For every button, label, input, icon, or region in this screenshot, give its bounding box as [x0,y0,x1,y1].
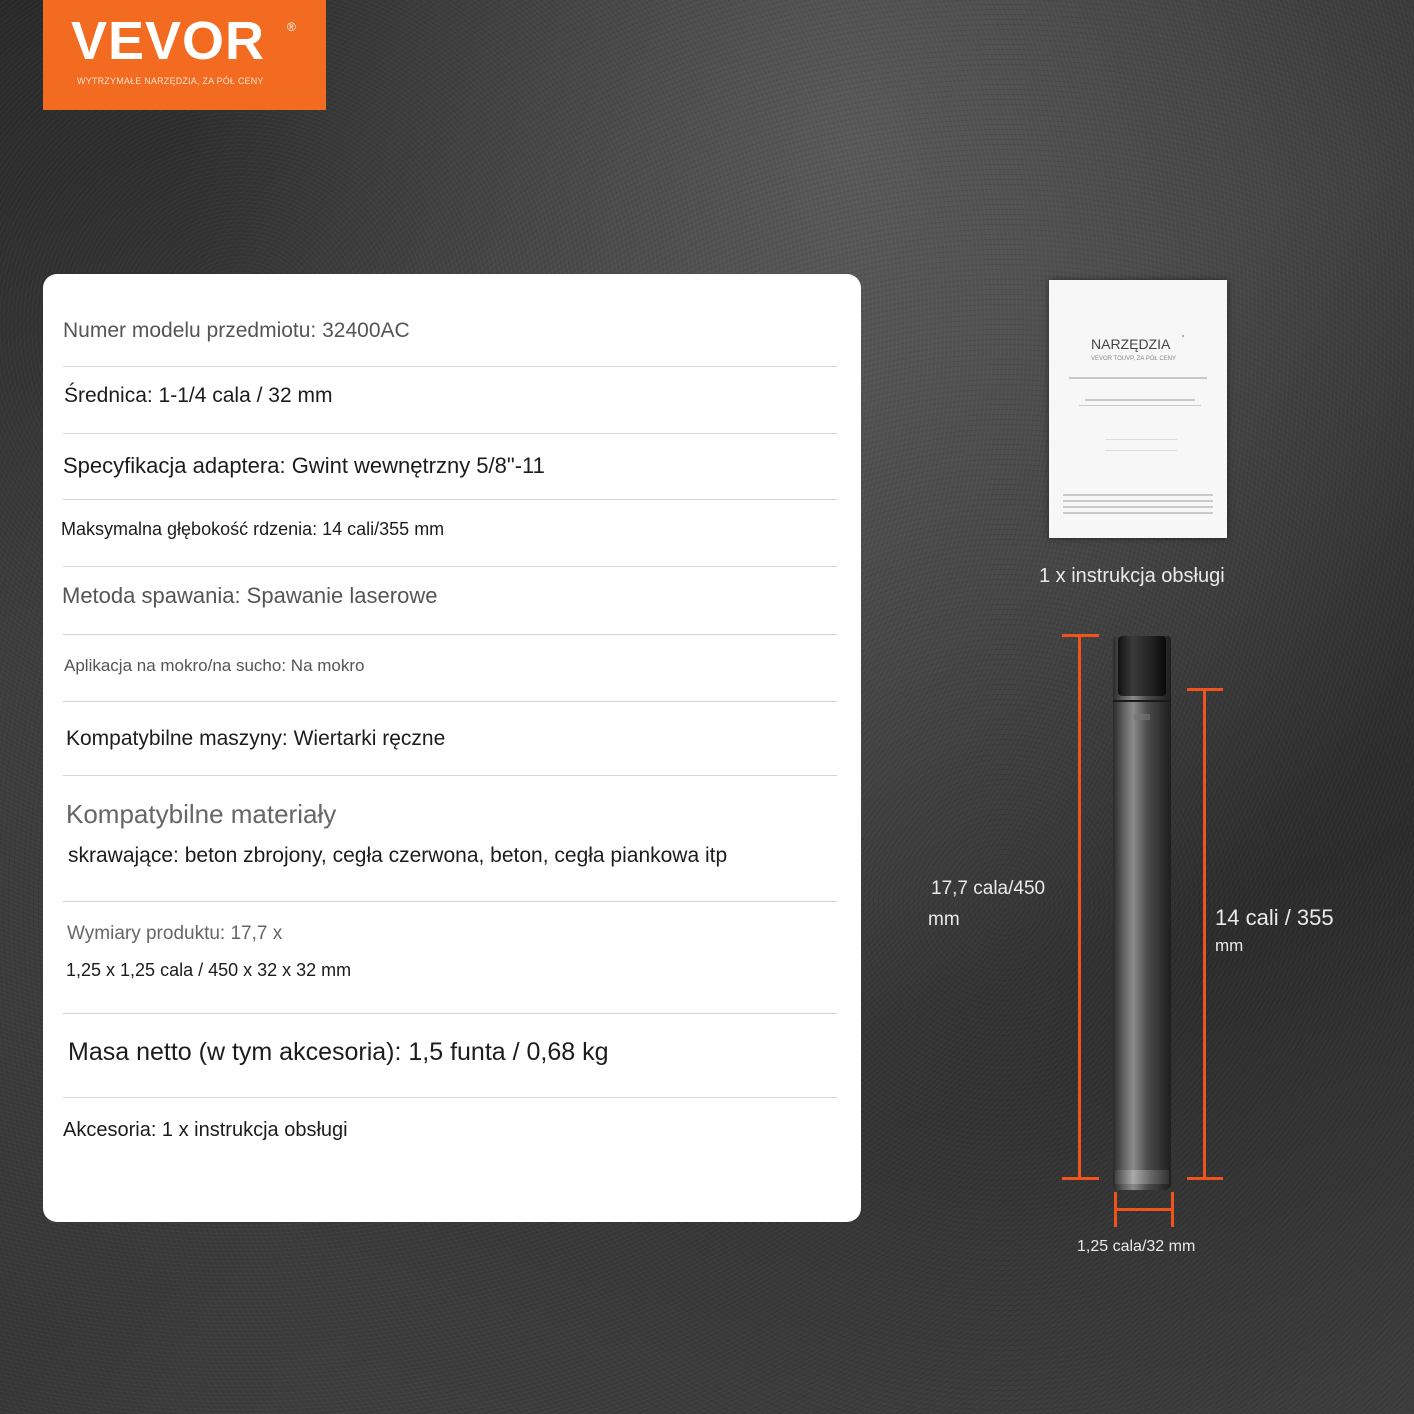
manual-text-line [1069,377,1207,379]
manual-text-line [1063,506,1213,508]
spec-materials-title: Kompatybilne materiały [66,799,337,829]
spec-row-application [63,634,837,702]
manual-subtitle: VEVOR TOUVP, ZA PÓŁ CENY [1091,356,1177,362]
diameter-line [1114,1208,1174,1211]
spec-row-diameter [63,366,837,434]
vevor-logo [43,0,326,110]
spec-accessories: Akcesoria: 1 x instrukcja obsługi [63,1119,348,1141]
logo-tagline: WYTRZYMAŁE NARZĘDZIA, ZA PÓŁ CENY [77,76,264,86]
spec-diameter: Średnica: 1-1/4 cala / 32 mm [64,384,333,407]
spec-dimensions-title: Wymiary produktu: 17,7 x [67,923,283,944]
spec-card [43,274,861,1222]
manual-text-line [1079,405,1201,406]
total-length-label-line2: mm [928,909,960,930]
drill-label [1134,714,1150,720]
manual-title: NARZĘDZIA [1091,336,1171,352]
depth-line [1203,688,1206,1179]
manual-text-line [1063,500,1213,502]
spec-row-materials [63,775,837,902]
spec-model: Numer modelu przedmiotu: 32400AC [63,319,410,342]
manual-text-line [1085,399,1195,401]
spec-row-model [63,274,837,367]
length-line-bottom-cap [1062,1177,1099,1180]
spec-application: Aplikacja na mokro/na sucho: Na mokro [64,656,365,675]
length-line [1078,634,1081,1179]
manual-text-line [1063,494,1213,496]
manual-caption: 1 x instrukcja obsługi [1039,565,1225,587]
spec-row-dimensions [63,901,837,1014]
registered-mark: ® [287,20,296,34]
spec-adapter: Specyfikacja adaptera: Gwint wewnętrzny 5/8"-11 [63,453,545,478]
spec-row-adapter [63,433,837,500]
spec-welding: Metoda spawania: Spawanie laserowe [62,583,438,608]
spec-row-weight [63,1013,837,1098]
diameter-label: 1,25 cala/32 mm [1077,1238,1196,1255]
spec-row-depth [63,499,837,567]
spec-machines: Kompatybilne maszyny: Wiertarki ręczne [66,727,446,750]
diameter-line-right-cap [1171,1192,1174,1227]
manual-booklet-image [1049,280,1227,538]
drill-diamond-segment [1115,1170,1169,1184]
spec-materials-detail: skrawające: beton zbrojony, cegła czerwona, beton, cegła piankowa itp [68,844,728,867]
manual-mark: ' [1182,334,1184,345]
drill-adapter-cap [1118,636,1166,696]
spec-row-welding [63,566,837,635]
total-length-label-line1: 17,7 cala/450 [931,878,1046,899]
core-depth-label-line1: 14 cali / 355 [1215,905,1334,930]
drill-ring [1113,700,1171,702]
manual-text-line [1063,512,1213,514]
spec-dimensions-detail: 1,25 x 1,25 cala / 450 x 32 x 32 mm [66,960,352,980]
depth-line-bottom-cap [1187,1177,1223,1180]
manual-stamp [1105,439,1177,451]
spec-row-accessories [63,1097,837,1157]
core-drill-bit-image [1113,636,1171,1190]
logo-brand: VEVOR [71,11,266,71]
spec-row-machines [63,701,837,776]
core-depth-label-line2: mm [1215,936,1244,955]
spec-depth: Maksymalna głębokość rdzenia: 14 cali/355 mm [61,519,445,539]
spec-weight: Masa netto (w tym akcesoria): 1,5 funta / 0,68 kg [68,1038,609,1066]
